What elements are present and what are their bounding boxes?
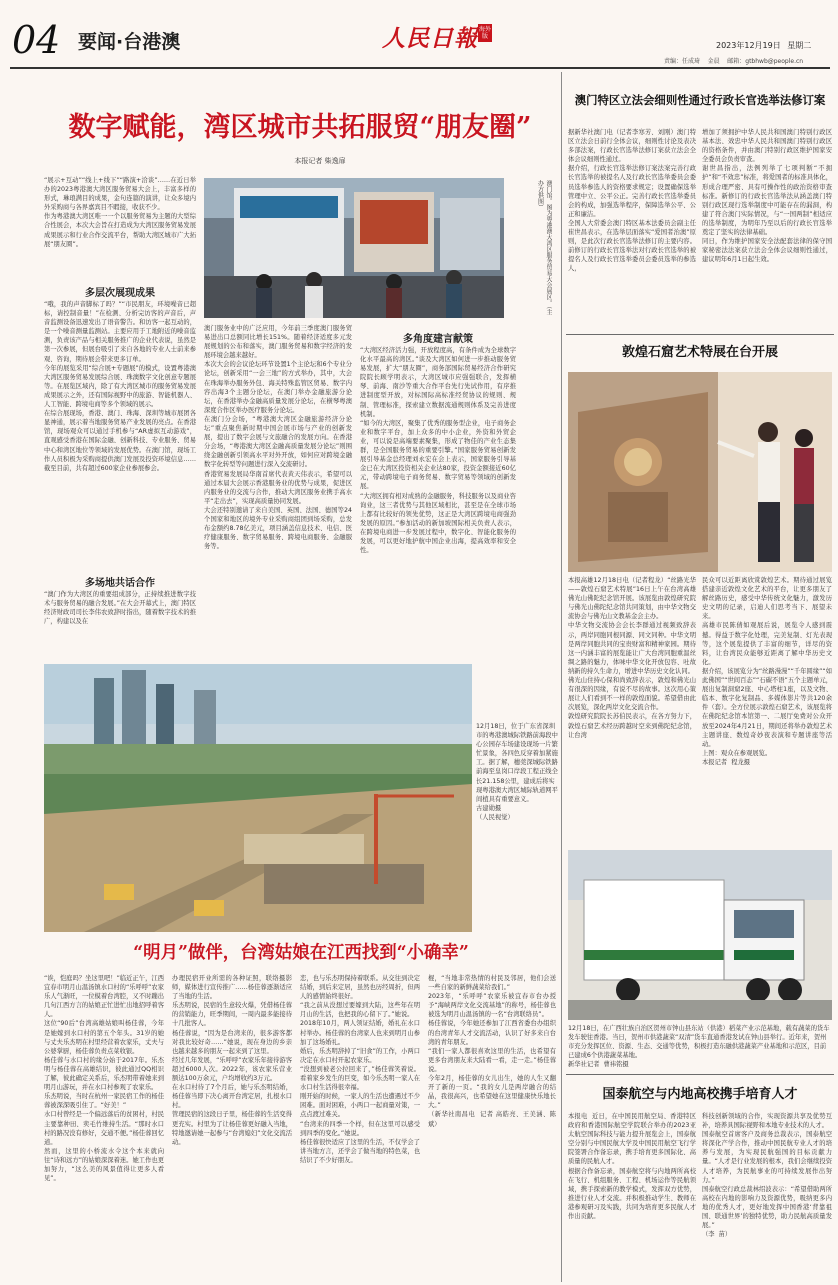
main-col-3: “大湾区经济活力强，开放程度高，有条件成为全球数字化水平最高的湾区。”谈及大湾区如何进一步推动服务贸易发展，扩大“朋友圈”，商务部国际贸易经济合作研究院院长顾学明表示，大湾区城市应强强联合，发挥横琴、前海、南沙等重大合作平台先行先试作用，有序推进制度型开放，对标国际高标准经贸协议的规则、规制、管理标准，探索建立数据流通规则体系及完善进度机制。 “如今的大湾区，聚集了优秀的服务型企业，电子商务企业和数字平台，加上众多的中小企业，外资和外贸企业，可以说是高端要素聚集，形成了物佳的产业生态集群，是全国服务贸易的重要引擎。”国家服务贸易创新发展引导基金总经理刘永宏在会上表示，国家服务引导基金已在大湾区投资相关企业达80家，投资金额接近60亿元，带动跨境电子商务贸易、数字贸易等领域的创新发展。 “大湾区拥有相对成熟的金融服务，科技服务以及商业咨询业，这三者优势与其他区域相比，甚至是在全球市场上都有比较好的领先优势，这正是大湾区跨境电商强劲发展的原因。”参加活动的新加坡国际相关负责人表示，在跨境电商进一步发展过程中，数字化、智能化服务的发展，可以更好地护航中国企业出海，提高效率和安全性。	[360, 347, 516, 555]
construction-photo-caption: 12月18日，位于广东省深圳市的粤港澳城际铁路前海段中心公园存车场建设现场一片繁忙景象，各四色反穿着加紧施工。据了解，穗莞深城际铁路前海至皇岗口岸段工程正线全长21.158公里，建成后将实现粤港澳大湾区城际轨道网平间植具有重要意义。 古建勋摄 （人民视觉）	[476, 723, 558, 821]
issue-date	[716, 40, 811, 51]
dunhuang-photo-art	[568, 372, 832, 572]
dunhuang-col-a: 本报高雄12月18日电（记者程龙）“丝路光华——敦煌石窟艺术特展”16日上午在台湾高雄佛光山佛陀纪念馆开展。该展览由敦煌研究院与佛光山佛陀纪念馆共同策划，由中华文物交流协会与佛光山文教基金会主办。 中华文物交流协会会长李群通过视频致辞表示，两岸同胞同根同源、同文同种。中华文明是两岸同胞共同的宝贵财富和精神家园。期待这一内涵丰富的展览能让广大台湾同胞重温丝绸之路的魅力，体味中华文化开放包容、吐故纳新的持久生命力，增进中华历史文化认同。 佛光山住持心保和尚致辞表示，敦煌和佛光山有很深的因缘，有说不尽的故事。这次用心策展让人们看到不一样的敦煌面貌。希望借由此次展览，深化两岸文化交流合作。 敦煌研究院院长苏伯民表示，在各方努力下，敦煌石窟艺术经历跨越时空来到佛陀纪念馆，让台湾	[568, 577, 696, 739]
dunhuang-headline: 敦煌石窟艺术特展在台开展	[621, 345, 778, 360]
main-col-1b: “澳门作为大湾区的重要组成部分，正持续推进数字技术与服务贸易的融合发展。”在大会开幕式上，澳门特区经济财政司司长李伟农致辞时指出，随着数字技术的推广，构建以及在	[44, 591, 196, 626]
taiwan-headline: “明月”做伴，台湾姑娘在江西找到“小确幸”	[133, 943, 469, 963]
exhibition-photo-caption: 澳门馆。图为粤港澳大湾区服务贸易大会展区。（主办方供图）	[536, 180, 552, 315]
taiwan-col-2: 办理民宿开业所需的各种证照，联络摄影师，媒体进行宣传推广……杨佳蓉逐渐适应了当地的生活。 乐杰明说，民宿的生意较火爆，凭借杨佳蓉的营销能力，旺季期间，一周内最多能接待十几批客人。 杨佳蓉说，“因为是台湾来的，很多游客都对我比较好奇……”她说，现在身边的乡亲也越来越多的朋友一起来到了这里。 经过几年发展，“乐呼呼”农家乐年接待游客超过6000人次。2022年，该农家乐营业额达100万余元，户均增收约3万元。 在水口村待了7个月后，她与乐杰明结婚，杨佳蓉当即下决心离开台湾定居，扎根水口村。 管理民宿的这段日子里，杨佳蓉的生活变得更充实。村里为了让杨佳蓉更好融入当地，特地邀请她一起参与“台湾媳妇”文化交流活动。	[172, 975, 292, 1146]
masthead-rule	[10, 67, 830, 69]
construction-photo	[44, 664, 472, 932]
taiwan-col-3: 恋，也与乐杰明保持着联系。从交往到决定结婚，到后来定居，虽然也历经周折，但两人的感情始终很好。 “我之前从没想过要嫁到大陆，这些年在明月山的生活，也把我的心留下了。”她说。 2018年10月，两人领证结婚，婚礼在水口村举办。杨佳蓉的台湾家人也来到明月山参加了这场婚礼。 婚后，乐杰明辞掉了“旧食”的工作，小两口决定在水口村开起农家乐。 “没想到被老公拉回来了，”杨佳蓉笑着说。看着家乡发生的巨变，如今乐杰明一家人在水口村生活得很幸福。 刚开始的时候，一家人的生活也遭遇过不少困难。面对困难，小两口一起商量对策，一点点渡过难关。 “台湾来的四季一个样，但在这里可以感受到四季的变化。”她说。 杨佳蓉很快适应了这里的生活，不仅学会了讲当地方言，还学会了做当地的特色菜，也结识了不少好朋友。	[300, 975, 420, 1164]
page-number: 04	[12, 18, 61, 62]
main-subhead-2: 多场地共话合作	[85, 578, 155, 589]
construction-photo-art	[44, 664, 472, 932]
main-subhead-3: 多角度建言献策	[403, 334, 473, 345]
exhibition-photo-art	[204, 178, 504, 318]
truck-bottom-rule	[566, 1074, 834, 1075]
taiwan-col-4: 棍，“当地非常热情的村民及邻居，他们会送一些自家的新鲜蔬菜给我们。” 2023年，“乐呼呼”农家乐被宜春市台办授予“海峡两岸文化交流基地”的称号，杨佳蓉也被选为明月山温汤镇的一名“台湾联络员”。 杨佳蓉说，今年她还参加了江西省委台办组织的台湾青年人才交流活动，认识了好多来自台湾的青年朋友。 “我们一家人都很喜欢这里的生活，也希望有更多台湾朋友来大陆看一看，走一走。”杨佳蓉说。 今年2月，杨佳蓉的女儿出生，她的人生又翻开了新的一页。“我的女儿是两岸融合的结晶，我很高兴，也希望她在这里健康快乐地长大。” （新华社南昌电 记者 高皓亮、王美涵、陈斌）	[428, 975, 556, 1128]
paper-logo	[382, 18, 500, 62]
main-intro: “展示+互动”“线上+线下”“路演+洽谈”……在近日举办的2023粤港澳大湾区服务贸易大会上，丰富多样的形式，琳琅满目的成果，金句连篇的演讲，让众多境内外采购商与各界嘉宾目不暇接，收获不少。 作为粤港澳大湾区唯一一个以服务贸易为主题的大型综合性展会，本次大会旨在打造成为大湾区服务贸易发展成果展示和行业合作交流平台，帮助大湾区城市广大拓展“朋友圈”。	[44, 177, 196, 248]
editor-line: 责编：任成琦 金晨 邮箱：gtbhwb@people.cn	[664, 58, 804, 65]
dunhuang-col-b: 民众可以近距离欣赏敦煌艺术。期待通过展览搭建亲近敦煌文化艺术的平台，让更多朋友了解丝路历史，感受中华传统文化魅力，激发历史文明的记录，启迪人们思考当下、展望未来。 高雄市民陈倩如观展后说，展览令人感到震撼。得益于数字化处理，完美复制、灯光表现等，这个展览提供了丰富的细节，详尽的资料，让台湾民众能够近距离了解中华历史文化。 据介绍，该展览分为“丝路漫漫”“千年圆缘”“如此佛国”“世间百态”“石碳不语”五个主题单元，展出复制洞窟2座、中心塔柱1座，以及文物、临本、数字化复制品、多媒体影片等共120余件（套）。全方位展示敦煌石窟艺术，该展览将在佛陀纪念馆本馆第一、二展厅免费对公众开放至2024年4月21日，期间还将举办敦煌艺术主题讲座、数煌奇妙夜表演和专题讲座等活动。 上图：观众在参观展览。 本报记者 程龙摄	[702, 577, 832, 766]
airline-col-a: 本报电 近日，在中国民用航空局、香港特区政府和香港国际航空学院联合举办的2023亚太航空国际科技与能力提升展览会上，国泰航空分别与中国民航大学及中国民用航空飞行学院签署合作备忘录，携手培育更多国际化、高质量的民航人才。 根据合作备忘录，国泰航空将与内地两所高校在飞行、机组服务、工程、机场运作等民航领域，携手探索新的教学模式，发挥双方优势，推进行业人才交流。并积极推动学生、教师在港参观研习及实践，共同为培育更多民航人才作出贡献。	[568, 1113, 696, 1221]
taiwan-col-1: “诶，恺庭吗？坐这里吧！”临近正午，江西宜春市明月山温汤镇水口村的“乐呼呼”农家乐人气渐旺，一位模着台湾腔，又不时蹦出几句江西方言的姑娘正忙进忙出地招呼着客人。 这位“90后”台湾高雄姑娘叫杨佳蓉，今年是她嫁到水口村的第五个年头。31岁的她与丈夫乐杰明在村里经营着农家乐，丈夫与公婆掌厨，杨佳蓉负责点菜收银。 杨佳蓉与水口村的缘分始于2017年。乐杰明与杨佳蓉在高雄结识，彼此通过QQ相识了解，彼此确定关系后，乐杰明带着她来到明月山游玩，并在水口村参观了农家乐。 乐杰明说，当时在杭州一家民宿工作的杨佳蓉被深深吸引住了。“好美！” 水口村曾经是一个偏远落后的贫困村，村民主要靠种田、卖毛竹维持生活。“那时水口村的路况没有修好，交通不便。”杨佳蓉回忆道。 然而，这里的小桥流水令这个本来就向往“诗和远方”的姑娘深深着迷。她工作也更加努力，“这么美的风景值得让更多人看见”。	[44, 975, 164, 1183]
main-col-1: “哦，我的声音脚标了吗？”“市民朋友，环境噪音已超标，请控制音量！”在检测、分析完访客的声音后，声音监测设备迅速发出了语音警告。和访客一起互动的，是一个噪音测量监测站。主要应用于工地附近的噪音监测，负责该产品与相关服务推广的企业代表说，虽然是第一次参展，但展台吸引了来自各地的专业人士前来参观、咨询，期待展会带来更多订单。 今年的展览采用“综合展+专题展”的模式，设置粤港澳大湾区服务贸易发展综合展、珠澳数字文化创意专题展等。在展览区域内，除了有大湾区城市的服务贸易发展成果展示之外，还有国际视野中的旅游、智能机器人、人工智能、跨境电商等多个领域的展示。 在综合展现场，香港、澳门、珠海、深圳等城市展团各显神通，展示着当地服务贸易产业发展的亮点。在香港馆，现场观众可以通过手机参与“AR虚拟互动游戏”，直观感受香港在国际金融、创新科技、专业服务、贸易中心和湾区地位等领域的发展优势。在澳门馆，现场工作人员积极为采购商提供澳门发展及投资环境信息……截至目前，共有超过600家企业参展参会。	[44, 301, 196, 472]
exhibition-photo	[204, 178, 504, 318]
dunhuang-photo	[568, 372, 832, 572]
airline-headline: 国泰航空与内地高校携手培育人才	[602, 1087, 798, 1102]
macau-col-a: 据新华社澳门电（记者李寒芳、刘刚）澳门特区立法会日前行全体会议，细则性讨论及表决多部法案，行政长官选举法修订案获立法会全体会议细则性通过。 据介绍，行政长官选举法修订案法案完善行政长官选举的被提名人及行政长官选举委员会委员选举参选人的资格要求规定；设置确保选举管理中立、公平公正。完善行政长官选举委员会的构成，加强选举程序，保障选举公平、公正和廉洁。 全国人大常委会澳门特区基本法委员会副主任崔世昌表示，在选举层面落实“爱国者治澳”原则，是此次行政长官选举法修订的主要内容。前修订的行政长官选举法对行政长官选举的被提名人及行政长官选举委员会委员选举的参选人，	[568, 129, 696, 273]
macau-col-b: 增加了须拥护中华人民共和国澳门特别行政区基本法、效忠中华人民共和国澳门特别行政区的资格条件，并由澳门特别行政区维护国家安全委员会负责审查。 谢世昌指出，法例列举了七项判断“不拥护”和“不效忠”标准，将爱国者的标准具体化，形成合理严密、具有可操作性的政治资格审查标准。新修订的行政长官选举法从涵盖澳门特别行政区现行选举制度中可能存在的漏洞，构建了符合澳门实际情况，与“一国两制”相适应的选举制度，为明年乃至以后的行政长官选举奠定了坚实的法律基础。 同日，作为维护国家安全法配套法律的保守国家秘密法法案获立法会全体会议细则性通过，建议明年6月1日起生效。	[702, 129, 832, 264]
section-title: 要闻·台港澳	[78, 31, 181, 53]
macau-headline: 澳门特区立法会细则性通过行政长官选举法修订案	[574, 93, 826, 107]
main-subhead-1: 多层次展现成果	[85, 288, 155, 299]
edition-tag: 海外版	[479, 26, 492, 40]
truck-photo	[568, 850, 832, 1020]
truck-photo-art	[568, 850, 832, 1020]
main-headline: 数字赋能，湾区城市共拓服贸“朋友圈”	[68, 112, 532, 143]
paper-name: 人民日報	[382, 25, 478, 52]
weekday-text: 星期二	[787, 41, 812, 50]
truck-photo-caption: 12月18日，在广西壮族自治区贺州市钟山县东站（供港）稻菜产业示范基地，载有蔬菜的货车发车驶往香港。当日，贺州市供港蔬菜“双清”货车直通香港发试在钟山县举行。近年来，贺州市充分发挥区位、资源、生态、交通等优势，积极打造东融供港蔬菜产业基地和示范区，目前已建成6个供港蔬菜基地。 新华社记者 曹祎铭摄	[568, 1025, 830, 1069]
macau-bottom-rule	[566, 334, 834, 335]
main-vertical-rule	[561, 72, 562, 1282]
masthead	[0, 0, 838, 72]
date-text: 2023年12月19日	[716, 41, 781, 50]
main-byline: 本报记者 柴逸扉	[294, 157, 346, 165]
main-col-2: 澳门服务业中的广泛应用，今年前三季度澳门服务贸易进出口总额同比增长151%。随着经济适度多元发展规划的公布和落实，澳门服务贸易和数字经济的发展环境会越来越好。 本次大会的会议论坛环节设置1个主论坛和6个专业分论坛，创新采用“一会三地”的方式举办，其中，大会在珠海举办服务外包、海关特殊监管区贸易、数字内容出海3个主题分论坛，在澳门举办金融旅游分论坛，在香港举办金融高质量发展分论坛，在横琴粤澳深度合作区举办医疗服务分论坛。 在澳门分会场，“粤港澳大湾区金融旅游经济分论坛”重点聚焦新时期中国会展市场与产业的创新发展，提出了数字会展与文旅融合的发展方向。在香港分会场，“粤港澳大湾区金融高质量发展分论坛”则围绕金融创新引领高水平对外开放，如何应对跨境金融数字化转型等问题进行深入交流研讨。 香港贸易发展局华南首席代表黄天伟表示，希望可以通过本届大会展示香港服务业的优势与成果，促进区内服务业的交流与合作，推动大湾区服务业携手高水平“走出去”，实现高质量协同发展。 大会还特别邀请了来自美国、英国、法国、德国等24个国家和地区的境外专业采购商组团到场采购，总发布金额约8.78亿美元，项目涵盖信息技术、电信、医疗健康服务、数字贸易服务、跨境电商服务、金融服务等。	[204, 325, 352, 551]
airline-col-b: 科技创新领域的合作，实现资源共享及优势互补，培养具国际视野和本地专业技术的人才。 国泰航空首席客户及商务总裁表示，国泰航空将深化产学合作，推动中国民航专业人才的培养与发展，为实现民航强国的目标贡献力量。“人才是行业发展的根本，我们会继续投资人才培养，为民航事业的可持续发展作出努力。” 国泰航空行政总裁林绍波表示：“希望借助两所高校在内地的影响力及资源优势，吸纳更多内地的优秀人才，更好地发挥中国香港‘背靠祖国、联通世界’的独特优势，助力民航高质量发展。” （李 苗）	[702, 1113, 832, 1239]
